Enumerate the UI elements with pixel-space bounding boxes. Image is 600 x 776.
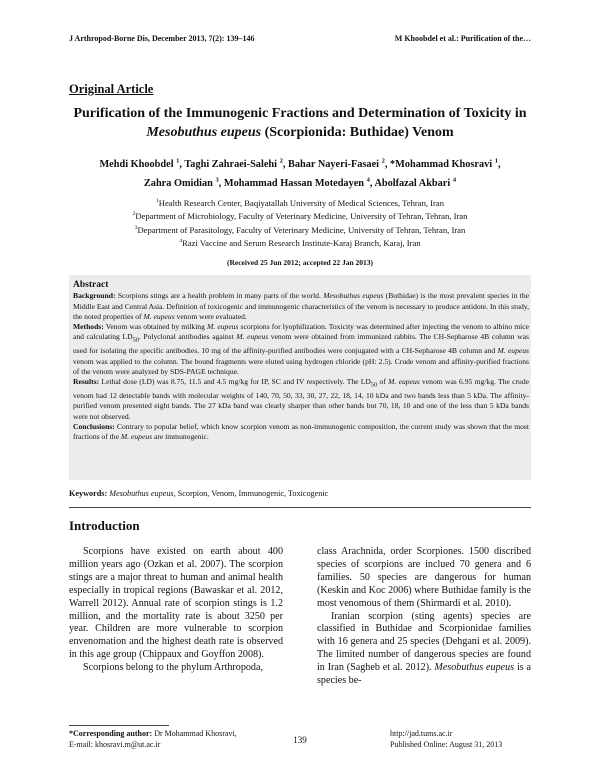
intro-column-left [69,546,283,675]
abstract-background: Background: Scorpions stings are a health problem in many parts of the world. Mesobuthus eupeus (Buthidae) is the most prevalent species in the Middle East and Central Asia. Definition of toxicogenic and immunogenic characteristics of the venom is necessary to produce antidote. In this study, the noted properties of M. eupeus venom were evaluated. [73,291,529,321]
received-dates: (Received 25 Jun 2012; accepted 22 Jan 2013) [226,258,374,267]
abstract-results: Results: Lethal dose (LD) was 8.75, 11.5 and 4.5 mg/kg for IP, SC and IV respectively. The $LD_{50}$ of M. eupeus venom was 6.95 mg/kg. The crude venom had 12 detectable bands with molecular weights of 140, 70, 50, 33, 30, 27, 22, 18, 14, 10 kDa and two bands less than 5 kDa. The affinity-purified venom presented eight bands. The 27 kDa band was clearly sharper than other bands but 70, 18, 10 and one of the less than 5 kDa bands were not observed. [73,377,530,421]
title-part2: (Scorpionida: Buthidae) Venom [261,125,454,140]
affiliation: $^4$Razi Vaccine and Serum Research Institute-Karaj Branch, Karaj, Iran [179,237,421,248]
affiliation-list [69,196,531,249]
author: Mohammad Hassan Motedayen $^4$, [223,176,375,189]
author: *Mohammad Khosravi $^1$, [390,158,501,171]
running-head-left: J Arthropod-Borne Dis, December 2013, 7(2): 139–146 [69,34,255,43]
title-part1: Purification of the Immunogenic Fractions and Determination of Toxicity in [73,106,527,121]
author: Mehdi Khoobdel $^1$, [99,158,185,171]
abstract-text [73,280,529,442]
affiliation: $^1$Health Research Center, Baqiyatallah University of Medical Sciences, Tehran, Iran [156,197,444,208]
running-head-right: M Khoobdel et al.: Purification of the… [394,34,531,43]
abstract-heading: Abstract [73,280,109,290]
author: Abolfazal Akbari $^4$ [374,176,457,189]
paragraph: class Arachnida, order Scorpiones. 1500 discribed species of scorpions are inclued 70 genera and 6 families. 50 species are dangerous for human (Keskin and Koc 2006) where Buthidae family is the most venomous of them (Shirmardi et al. 2010). [317,546,531,609]
section-divider [69,507,531,508]
abstract-methods: Methods: Venom was obtained by milking M. eupeus scorpions for lyophilization. Toxicity was determined after injecting the venom to albino mice and calculating $LD_{50}$. Polyclonal antibodies against M. eupeus venom were obtained from immunized rabbits. The CH-Sepharose 4B column was used for isolating the specific antibodies. 10 mg of the affinity-purified antibodies were conjugated with a CH-Sepharose 4B column and M. eupeus venom was applied to the column. The bound fragments were eluted using hydrogen chloride (pH: 2.5). Crude venom and affinity-purified fractions of the venom were analyzed by SDS-PAGE technique. [73,322,530,376]
article-type: Original Article [69,82,154,96]
introduction-heading: Introduction [69,518,140,533]
article-title [69,104,531,142]
footnote-divider [69,725,169,726]
author: Taghi Zahraei-Salehi $^2$, [184,158,288,171]
abstract-box [69,275,531,480]
published-date: Published Online: August 31, 2013 [390,739,503,749]
paragraph: Scorpions have existed on earth about 400 million years ago (Ozkan et al. 2007). The scorpion stings are a major threat to human and animal health especially in tropical regions (Bawaskar et al. 2012, Warrell 2012). Annual rate of scorpion stings is 1.2 million, and the mortality rate is about 3250 per year. Children are more vulnerable to scorpion envenomation and the highest death rate is observed in this age group (Chippaux and Goyffon 2008). [69,546,283,661]
paragraph: Scorpions belong to the phylum Arthropoda, [83,662,263,674]
publication-info [390,729,502,750]
author: Zahra Omidian $^3$, [143,176,224,189]
page-number: 139 [293,735,307,745]
author: Bahar Nayeri-Fasaei $^2$, [287,158,390,171]
affiliation: $^3$Department of Parasitology, Faculty of Veterinary Medicine, University of Tehran, Tehran, Iran [134,224,466,235]
title-species: Mesobuthus eupeus [146,125,262,140]
keywords: Keywords: Mesobuthus eupeus, Scorpion, Venom, Immunogenic, Toxicogenic [69,489,329,498]
affiliation: $^2$Department of Microbiology, Faculty of Veterinary Medicine, University of Tehran, Tehran, Iran [132,211,468,222]
author-email[interactable]: E-mail: khosravi.m@ut.ac.ir [69,739,161,749]
intro-column-right [317,546,531,688]
abstract-conclusions: Conclusions: Contrary to popular belief, which know scorpion venom as non-immunogenic composition, the current study was shown that the most fractions of the M. eupeus are immunogenic. [73,421,529,442]
paragraph: Iranian scorpion (sting agents) species are classified in Buthidae and Scorpionidae families with 16 genera and 25 species (Dehgani et al. 2009). The limited number of dangerous species are found in Iran (Sagheb et al. 2012). Mesobuthus eupeus is a species be- [317,610,531,687]
journal-url[interactable]: http://jad.tums.ac.ir [390,729,453,738]
corresponding-author: *Corresponding author: Dr Mohammad Khosravi, E-mail: khosravi.m@ut.ac.ir [69,729,237,749]
author-list [69,154,531,191]
